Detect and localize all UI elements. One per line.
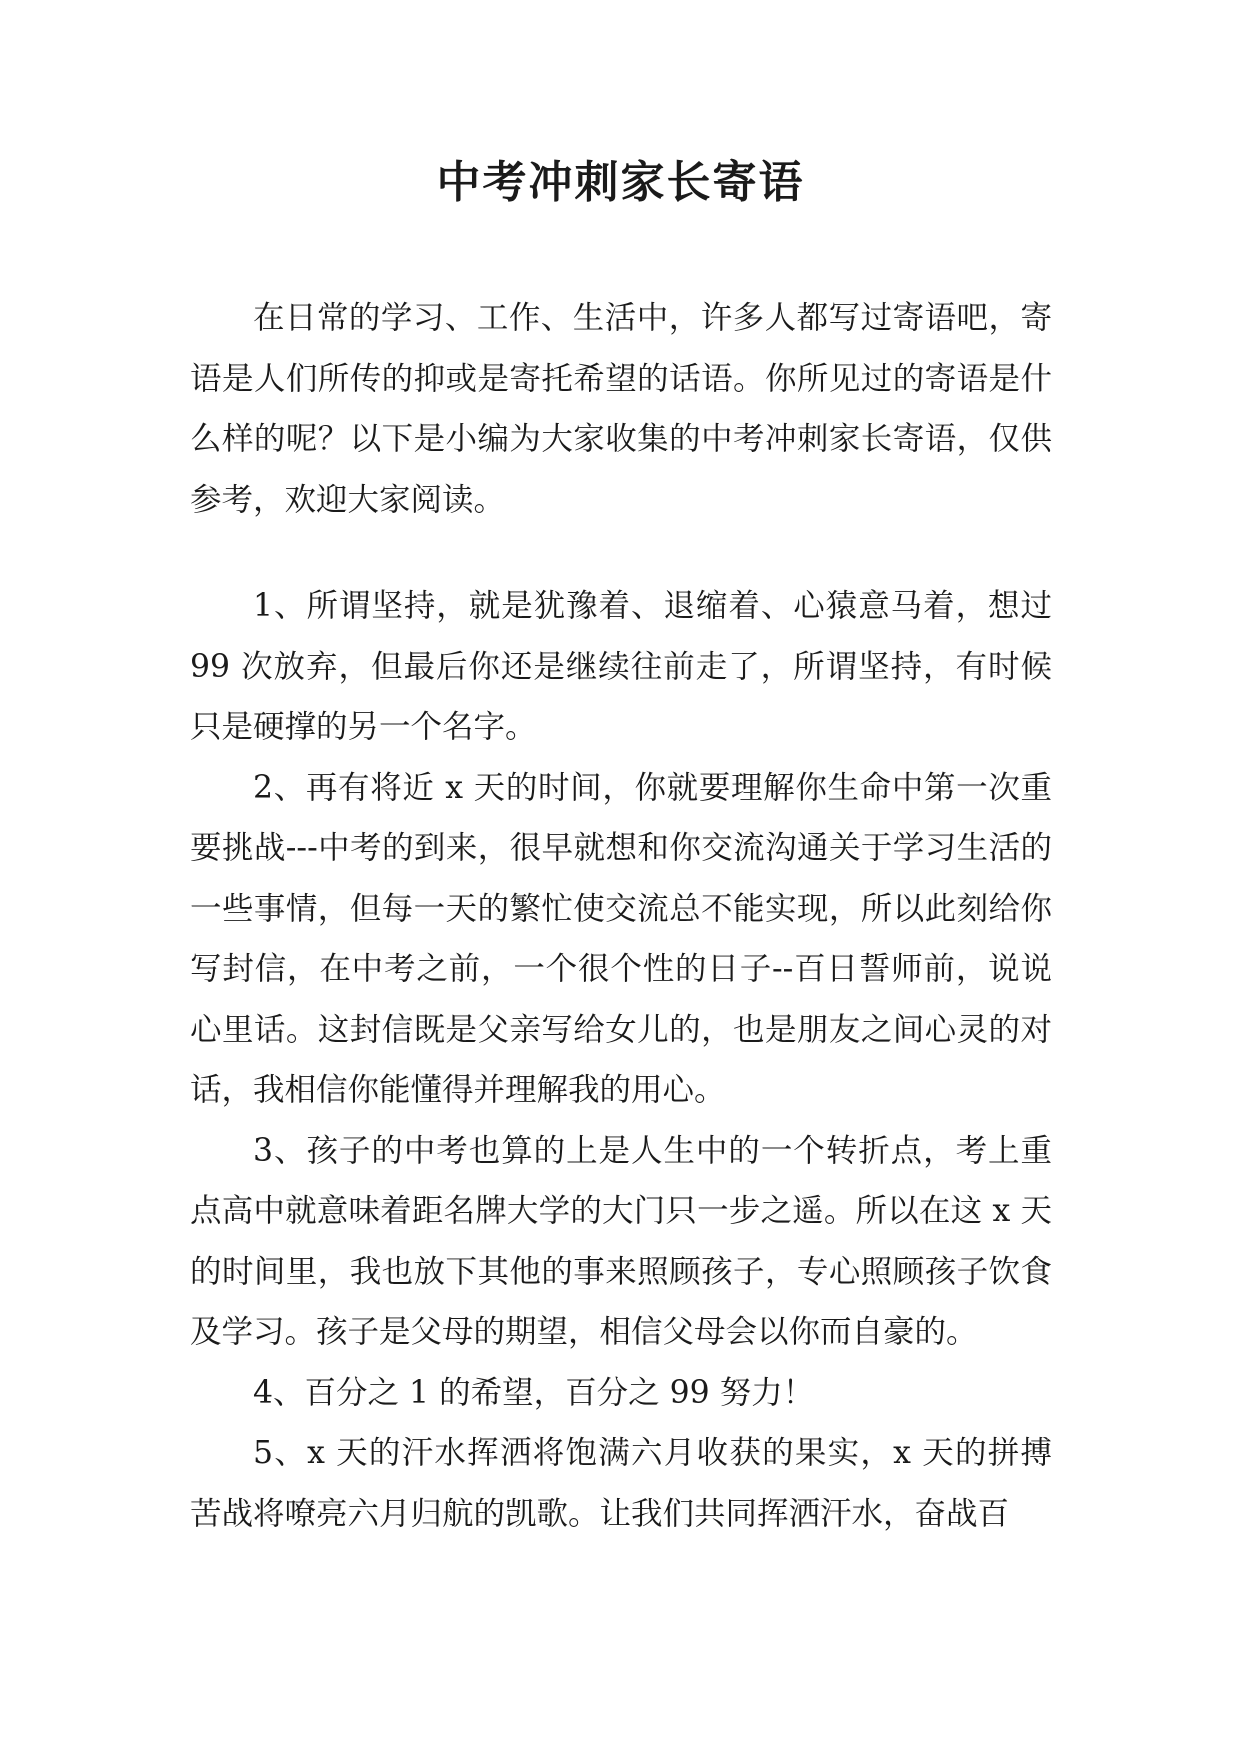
message-item-5: 5、x 天的汗水挥洒将饱满六月收获的果实，x 天的拼搏苦战将嘹亮六月归航的凯歌。让我们共同挥洒汗水，奋战百 xyxy=(190,1435,1052,1532)
message-item-1: 1、所谓坚持，就是犹豫着、退缩着、心猿意马着，想过 99 次放弃，但最后你还是继续往前走了，所谓坚持，有时候只是硬撑的另一个名字。 xyxy=(190,588,1052,745)
message-item-4: 4、百分之 1 的希望，百分之 99 努力！ xyxy=(253,1374,815,1411)
message-item-3: 3、孩子的中考也算的上是人生中的一个转折点，考上重点高中就意味着距名牌大学的大门只一步之遥。所以在这 x 天的时间里，我也放下其他的事来照顾孩子，专心照顾孩子饮食及学习。孩子是父母的期望，相信父母会以你而自豪的。 xyxy=(190,1132,1052,1350)
message-list xyxy=(190,576,1052,1544)
message-item-2: 2、再有将近 x 天的时间，你就要理解你生命中第一次重要挑战---中考的到来，很早就想和你交流沟通关于学习生活的一些事情，但每一天的繁忙使交流总不能实现，所以此刻给你写封信，在中考之前，一个很个性的日子--百日誓师前，说说心里话。这封信既是父亲写给女儿的，也是朋友之间心灵的对话，我相信你能懂得并理解我的用心。 xyxy=(190,769,1052,1108)
document-title: 中考冲刺家长寄语 xyxy=(436,157,805,208)
intro-paragraph: 在日常的学习、工作、生活中，许多人都写过寄语吧，寄语是人们所传的抑或是寄托希望的话语。你所见过的寄语是什么样的呢？以下是小编为大家收集的中考冲刺家长寄语，仅供参考，欢迎大家阅读。 xyxy=(190,300,1052,518)
intro-section xyxy=(190,288,1052,530)
